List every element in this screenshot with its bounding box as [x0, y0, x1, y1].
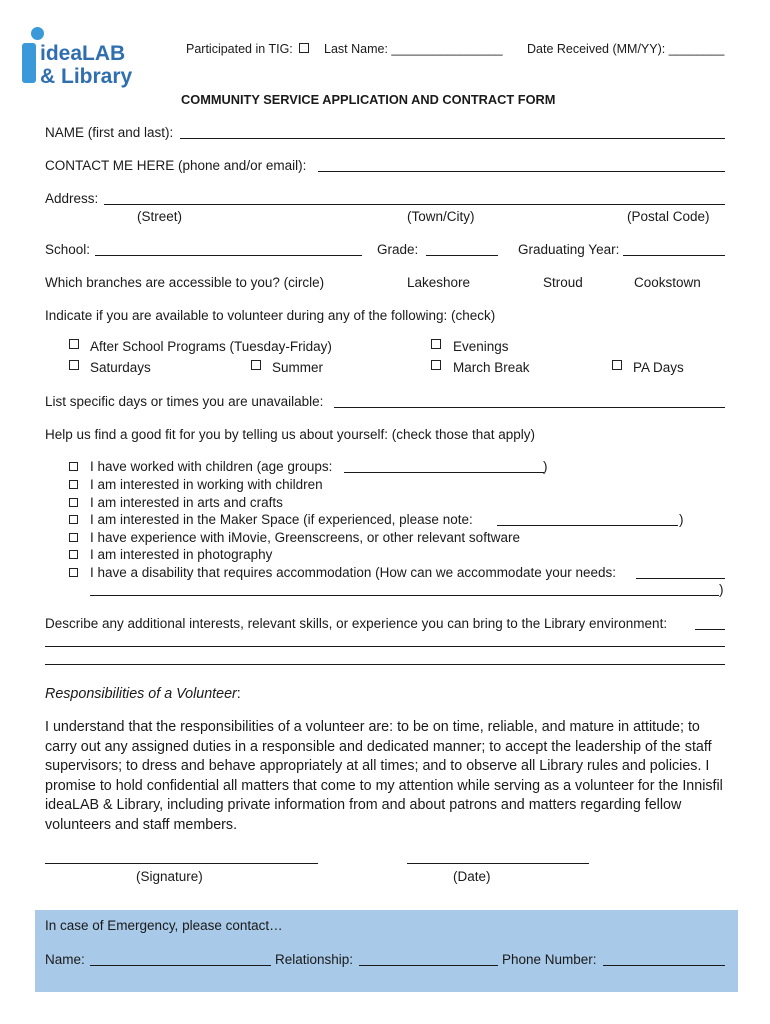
- form-title: COMMUNITY SERVICE APPLICATION AND CONTRACT FORM: [181, 92, 556, 107]
- postal-caption: (Postal Code): [627, 209, 710, 224]
- responsibilities-paragraph: I understand that the responsibilities of a volunteer are: to be on time, reliable, and mature in attitude; to carry out any assigned duties in a responsible and dedicated manner; to accept the leadership of the staff supervisors; to dress and behave appropriately at all times; and to observe all Library rules and policies. I promise to hold confidential all matters that come to my attention while serving as a volunteer for the Innisfil ideaLAB & Library, including private information from and about patrons and matters regarding fellow volunteers and staff members.: [45, 719, 723, 833]
- about-item-4: I am interested in the Maker Space (if experienced, please note:: [90, 512, 473, 527]
- after-school-label: After School Programs (Tuesday-Friday): [90, 339, 332, 354]
- describe-input[interactable]: [695, 616, 725, 630]
- graduating-input[interactable]: [623, 242, 725, 256]
- close-paren-1: ): [543, 459, 548, 474]
- grade-input[interactable]: [426, 242, 498, 256]
- emergency-phone-label: Phone Number:: [502, 952, 597, 967]
- address-input[interactable]: [104, 191, 725, 205]
- address-label: Address:: [45, 191, 99, 206]
- logo-line2: & Library: [40, 65, 133, 88]
- describe-label: Describe any additional interests, relevant skills, or experience you can bring to the Library environment:: [45, 616, 668, 631]
- last-name-label: Last Name: ________________: [324, 42, 503, 56]
- branch-option-cookstown[interactable]: Cookstown: [634, 275, 701, 290]
- signature-caption: (Signature): [136, 869, 203, 884]
- tig-checkbox[interactable]: [299, 43, 309, 53]
- contact-label: CONTACT ME HERE (phone and/or email):: [45, 158, 307, 173]
- school-label: School:: [45, 242, 91, 257]
- saturdays-checkbox[interactable]: [69, 360, 79, 370]
- name-label: NAME (first and last):: [45, 125, 174, 140]
- age-groups-input[interactable]: [344, 459, 544, 473]
- grade-label: Grade:: [377, 242, 419, 257]
- about-checkbox-6[interactable]: [69, 550, 78, 559]
- summer-label: Summer: [272, 360, 324, 375]
- after-school-checkbox[interactable]: [69, 339, 79, 349]
- about-item-6: I am interested in photography: [90, 547, 273, 562]
- about-checkbox-4[interactable]: [69, 515, 78, 524]
- about-item-7: I have a disability that requires accommodation (How can we accommodate your needs:: [90, 565, 617, 580]
- march-break-checkbox[interactable]: [431, 360, 441, 370]
- saturdays-label: Saturdays: [90, 360, 151, 375]
- maker-space-input[interactable]: [497, 512, 678, 526]
- emergency-relationship-label: Relationship:: [275, 952, 354, 967]
- signature-input[interactable]: [45, 850, 318, 864]
- date-received-label: Date Received (MM/YY): ________: [527, 42, 725, 56]
- branches-question: Which branches are accessible to you? (circle): [45, 275, 325, 290]
- about-checkbox-5[interactable]: [69, 533, 78, 542]
- date-input[interactable]: [407, 850, 589, 864]
- about-item-2: I am interested in working with children: [90, 477, 323, 492]
- town-caption: (Town/City): [407, 209, 475, 224]
- graduating-label: Graduating Year:: [518, 242, 620, 257]
- emergency-name-label: Name:: [45, 952, 85, 967]
- logo-line1: ideaLAB: [40, 42, 126, 65]
- branch-option-lakeshore[interactable]: Lakeshore: [407, 275, 471, 290]
- emergency-contact-box: [35, 910, 738, 992]
- contact-input[interactable]: [318, 158, 725, 172]
- pa-days-checkbox[interactable]: [612, 360, 622, 370]
- about-checkbox-1[interactable]: [69, 462, 78, 471]
- about-item-1: I have worked with children (age groups:: [90, 459, 333, 474]
- school-input[interactable]: [95, 242, 362, 256]
- summer-checkbox[interactable]: [251, 360, 261, 370]
- about-checkbox-3[interactable]: [69, 498, 78, 507]
- street-caption: (Street): [137, 209, 183, 224]
- emergency-relationship-input[interactable]: [359, 952, 498, 966]
- about-item-5: I have experience with iMovie, Greenscreens, or other relevant software: [90, 530, 520, 545]
- emergency-name-input[interactable]: [90, 952, 271, 966]
- march-break-label: March Break: [453, 360, 530, 375]
- accommodation-input[interactable]: [636, 565, 725, 579]
- about-question: Help us find a good fit for you by telling us about yourself: (check those that apply): [45, 427, 536, 442]
- about-checkbox-7[interactable]: [69, 568, 78, 577]
- unavailable-label: List specific days or times you are unavailable:: [45, 394, 324, 409]
- unavailable-input[interactable]: [334, 394, 725, 408]
- about-checkbox-2[interactable]: [69, 480, 78, 489]
- evenings-label: Evenings: [453, 339, 509, 354]
- logo-dot-icon: [31, 27, 44, 40]
- pa-days-label: PA Days: [633, 360, 684, 375]
- responsibilities-heading-colon: :: [236, 686, 241, 702]
- describe-input-line2[interactable]: [45, 633, 725, 647]
- tig-label: Participated in TIG:: [186, 42, 293, 56]
- responsibilities-heading: [45, 686, 241, 702]
- branch-option-stroud[interactable]: Stroud: [543, 275, 583, 290]
- date-caption: (Date): [453, 869, 491, 884]
- accommodation-input-continued[interactable]: [90, 582, 719, 596]
- describe-input-line3[interactable]: [45, 651, 725, 665]
- evenings-checkbox[interactable]: [431, 339, 441, 349]
- logo-stem-icon: [22, 43, 36, 83]
- availability-question: Indicate if you are available to volunteer during any of the following: (check): [45, 308, 496, 323]
- name-input[interactable]: [180, 125, 725, 139]
- emergency-phone-input[interactable]: [603, 952, 725, 966]
- emergency-heading: In case of Emergency, please contact…: [45, 918, 283, 933]
- close-paren-4: ): [679, 512, 684, 527]
- responsibilities-heading-text: Responsibilities of a Volunteer: [45, 686, 237, 702]
- about-item-3: I am interested in arts and crafts: [90, 495, 283, 510]
- close-paren-7: ): [719, 582, 724, 597]
